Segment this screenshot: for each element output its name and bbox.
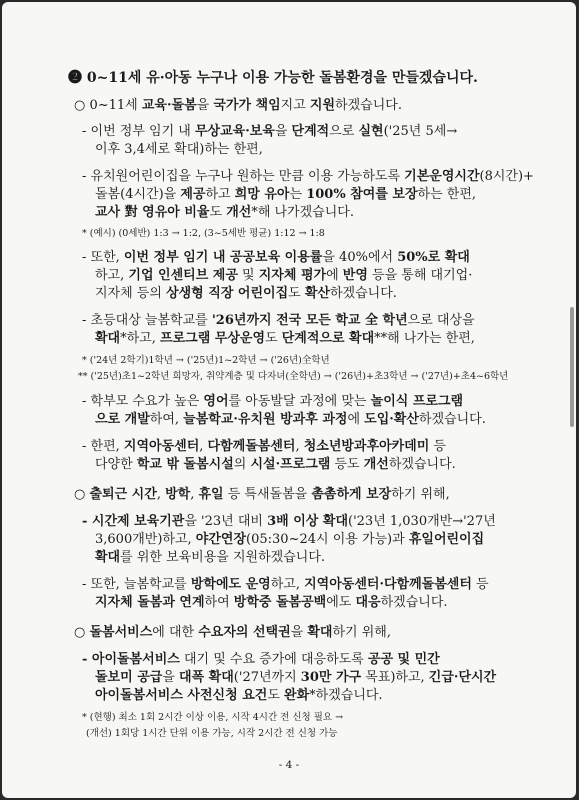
bold-text: 아이돌봄서비스 사전신청 요건 <box>95 688 268 703</box>
bold-text: 개선 <box>363 457 389 472</box>
bold-text: 방학 <box>165 487 191 502</box>
text-span: 지고 <box>280 98 310 113</box>
text-span: *해 나가겠습니다. <box>251 205 354 220</box>
bold-text: 반영 <box>342 268 368 283</box>
bold-text: 공공 및 민간 <box>367 652 440 667</box>
bold-text: 프로그램 무상운영 <box>160 331 266 346</box>
text-span: - 또한, <box>82 250 124 265</box>
bold-text: 다함께돌봄센터 <box>207 439 296 454</box>
text-line <box>68 70 478 86</box>
text-line <box>95 550 325 566</box>
bold-text: 휴일 <box>198 487 224 502</box>
bold-text: 무상교육·보육 <box>194 124 275 139</box>
bold-text: 이번 정부 임기 내 공공보육 이용률 <box>123 250 323 265</box>
text-line <box>95 268 472 284</box>
bold-text: 지자체 돌봄과 연계 <box>95 595 205 610</box>
bold-text: 국가가 책임 <box>213 98 281 113</box>
bold-text: 제공 <box>180 187 206 202</box>
text-line <box>82 228 325 240</box>
bold-text: 방학에도 운영 <box>190 577 271 592</box>
bold-text: 긴급·단시간 <box>428 670 497 685</box>
text-span: ❷ 0~11세 유·아동 누구나 이용 가능한 <box>68 70 320 86</box>
page-number: - 4 - <box>278 759 300 771</box>
text-span: 대기 및 수요 증가에 대응하도록 <box>179 652 368 667</box>
text-span: 하기 위해, <box>332 625 391 640</box>
text-span: ○ <box>74 487 90 502</box>
text-span: * (현행) 최소 1회 2시간 이상 이용, 시작 4시간 전 신청 필요 → <box>82 712 344 723</box>
text-span: 등 <box>429 439 446 454</box>
text-line <box>82 394 463 410</box>
bold-text: 기본운영시간 <box>404 169 480 184</box>
bold-text: 지자체 평가 <box>258 268 327 283</box>
text-line <box>74 625 391 641</box>
bold-text: 완화 <box>284 688 310 703</box>
text-span: 를 아동발달 과정에 맞는 <box>228 394 371 409</box>
text-line <box>95 142 263 158</box>
bold-text: 상생형 직장 어린이집 <box>166 286 289 301</box>
text-span: 하여 <box>204 595 234 610</box>
text-line <box>95 286 397 302</box>
text-span: * ('24년 2학기)1학년 → ('25년)1~2학년 → ('26년)全학년 <box>82 355 330 366</box>
bold-text: 50%로 확대 <box>397 250 470 265</box>
bold-text: 시설·프로그램 <box>250 457 331 472</box>
text-span: 하여, <box>149 412 184 427</box>
bold-text: 희망 유아 <box>234 187 290 202</box>
text-span: 등도 <box>330 457 364 472</box>
bold-text: 지역아동센터 <box>123 439 200 454</box>
bold-text: 확대 <box>307 625 333 640</box>
text-span: 이후 3,4세로 확대 <box>95 142 200 157</box>
bold-text: 촘촘하게 보장 <box>311 487 392 502</box>
bold-text: 지원 <box>309 98 336 113</box>
text-span: 목표)하고, <box>361 670 429 685</box>
text-line <box>95 595 448 611</box>
text-line <box>95 532 484 548</box>
text-span: 하고, <box>270 577 305 592</box>
text-line <box>82 439 446 455</box>
text-line <box>95 412 486 428</box>
text-span: 하기 위해, <box>391 487 450 502</box>
text-line <box>95 457 456 473</box>
text-span: 도 <box>209 205 227 220</box>
text-span: 돌봄(4시간)을 <box>95 187 181 202</box>
text-line <box>74 487 450 503</box>
bold-text: 늘봄학교·유치원 방과후 과정 <box>183 412 348 427</box>
text-span: 을 만들겠습니다. <box>373 70 478 86</box>
text-span: 및 <box>237 268 259 283</box>
scrollbar-thumb[interactable] <box>570 307 574 427</box>
text-span: 도 <box>267 688 285 703</box>
text-span: )하는 한편, <box>199 142 263 157</box>
text-span: , <box>199 439 208 454</box>
text-span: ('27년까지 <box>233 670 301 685</box>
bold-text: 휴일어린이집 <box>408 532 485 547</box>
text-span: *하겠습니다. <box>309 688 383 703</box>
text-span: 을 <box>274 124 292 139</box>
bold-text: 100% 참여를 보장 <box>306 187 418 202</box>
text-span: 에도 <box>326 595 356 610</box>
text-span: - 한편, <box>82 439 124 454</box>
text-line <box>82 313 475 329</box>
text-span: 도 <box>288 286 305 301</box>
bold-text: 학교 밖 돌봄시설 <box>136 457 234 472</box>
bold-text: 도입·확산 <box>364 412 419 427</box>
bold-text: 확산 <box>304 286 330 301</box>
text-line <box>74 98 402 114</box>
text-span: 하겠습니다. <box>418 412 486 427</box>
text-span: 도 <box>265 331 282 346</box>
text-line <box>95 187 476 203</box>
text-span: 등 특새돌봄을 <box>223 487 312 502</box>
document-page <box>2 2 576 798</box>
text-span: , <box>190 487 199 502</box>
text-span: 하는 한편, <box>417 187 477 202</box>
text-span: - 이번 정부 임기 내 <box>82 124 195 139</box>
text-line <box>95 331 475 347</box>
text-line <box>82 250 470 266</box>
text-span: 에 대한 <box>152 625 199 640</box>
text-span: 하겠습니다. <box>329 286 397 301</box>
text-span: 를 위한 보육비용을 지원하겠습니다. <box>120 550 326 565</box>
text-span: 하겠습니다. <box>388 457 456 472</box>
bold-text: 대폭 확대 <box>179 670 234 685</box>
bold-text: 돌보미 공급 <box>95 670 163 685</box>
text-span: 에 <box>326 268 343 283</box>
text-span: 의 <box>233 457 251 472</box>
text-line <box>86 728 337 740</box>
text-span: 등 <box>471 577 489 592</box>
text-span: , <box>156 487 166 502</box>
text-span: *하고, <box>120 331 161 346</box>
bold-text: 방학중 돌봄공백 <box>233 595 327 610</box>
text-span: - 학부모 수요가 높은 <box>82 394 204 409</box>
bold-text: 돌봄환경 <box>319 70 374 86</box>
text-span: ** ('25년)초1~2학년 희망자, 취약계층 및 다자녀(全학년) → ('26년)+초3학년 → ('27년)+초4~6학년 <box>78 371 509 382</box>
text-span: 다양한 <box>95 457 137 472</box>
text-span: 는 <box>289 187 307 202</box>
bold-text: 교육·돌봄 <box>141 98 197 113</box>
text-span: 하고, <box>95 268 129 283</box>
text-span: 지자체 등의 <box>95 286 167 301</box>
bold-text: - 시간제 보육기관 <box>82 514 185 529</box>
text-span: 으로 대상을 <box>407 313 475 328</box>
text-span: ○ 0~11세 <box>74 98 142 113</box>
bold-text: 야간연장 <box>195 532 247 547</box>
text-line <box>82 652 440 668</box>
bold-text: 기업 인센티브 제공 <box>128 268 238 283</box>
bold-text: 확대 <box>95 331 121 346</box>
bold-text: 3배 이상 확대 <box>267 514 348 529</box>
bold-text: 으로 개발 <box>95 412 150 427</box>
bold-text: '26년까지 전국 모든 학교 全 학년 <box>211 313 408 328</box>
text-span: , <box>295 439 304 454</box>
text-span: 을 '23년 대비 <box>184 514 268 529</box>
text-span: 을 40%에서 <box>322 250 398 265</box>
bold-text: 지역아동센터·다함께돌봄센터 <box>304 577 472 592</box>
text-span: - 초등대상 늘봄학교를 <box>82 313 212 328</box>
text-line <box>95 688 383 704</box>
text-span: 을 <box>290 625 308 640</box>
bold-text: 개선 <box>226 205 252 220</box>
text-line <box>95 205 354 221</box>
text-span: ○ <box>74 625 90 640</box>
bold-text: 영어 <box>203 394 229 409</box>
text-span: * (예시) (0세반) 1:3 → 1:2, (3~5세반 평균) 1:12 → 1:8 <box>82 228 325 239</box>
text-span: (개선) 1회당 1시간 단위 이용 가능, 시작 2시간 전 신청 가능 <box>86 728 338 739</box>
text-line <box>95 670 496 686</box>
bold-text: 30만 가구 <box>300 670 362 685</box>
text-line <box>82 712 343 724</box>
bold-text: 실현 <box>358 124 384 139</box>
bold-text: - 아이돌봄서비스 <box>82 652 180 667</box>
bold-text: 청소년방과후아카데미 <box>303 439 430 454</box>
text-span: 으로 <box>329 124 359 139</box>
text-span: ('25년 5세→ <box>383 124 458 139</box>
text-span: **해 나가는 한편, <box>374 331 475 346</box>
bold-text: 대응 <box>355 595 381 610</box>
text-span: - 유치원어린이집을 누구나 원하는 만큼 이용 가능하도록 <box>82 169 405 184</box>
text-span: 하고 <box>205 187 235 202</box>
text-line <box>82 124 457 140</box>
bold-text: 출퇴근 시간 <box>89 487 157 502</box>
bold-text: 수요자의 선택권 <box>198 625 291 640</box>
bold-text: 돌봄서비스 <box>89 625 153 640</box>
bold-text: 놀이식 프로그램 <box>370 394 464 409</box>
text-line <box>78 371 508 383</box>
text-span: 을 <box>196 98 214 113</box>
bold-text: 교사 對 영유아 비율 <box>95 205 210 220</box>
text-span: ('23년 1,030개반→'27년 <box>348 514 496 529</box>
bold-text: 단계적 <box>291 124 330 139</box>
text-span: 3,600개반)하고, <box>95 532 196 547</box>
text-line <box>82 514 496 530</box>
text-span: 하겠습니다. <box>380 595 448 610</box>
text-span: 하겠습니다. <box>335 98 402 113</box>
bold-text: 단계적으로 확대 <box>281 331 375 346</box>
bold-text: 확대 <box>95 550 121 565</box>
text-span: (05:30~24시 이용 가능)과 <box>246 532 409 547</box>
text-line <box>82 169 534 185</box>
text-span: 을 <box>162 670 180 685</box>
text-line <box>82 577 489 593</box>
text-span: 등을 통해 대기업· <box>367 268 473 283</box>
text-line <box>82 355 330 367</box>
text-span: 에 <box>347 412 365 427</box>
text-span: (8시간)+ <box>479 169 534 184</box>
text-span: - 또한, 늘봄학교를 <box>82 577 191 592</box>
